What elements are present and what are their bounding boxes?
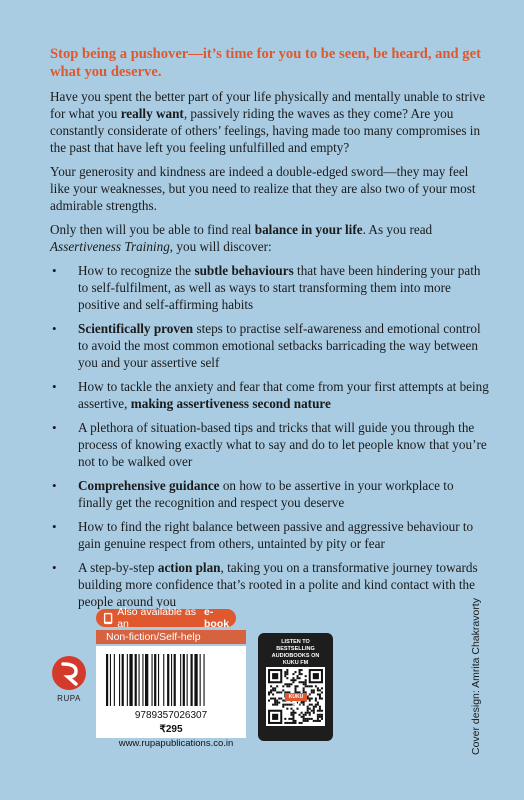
ebook-icon xyxy=(103,612,113,625)
bullet-icon: • xyxy=(52,478,57,493)
isbn: 9789357026307 xyxy=(134,710,208,721)
rupa-logo-icon xyxy=(52,656,86,690)
list-item xyxy=(50,477,490,511)
back-cover-text xyxy=(50,45,490,617)
qr-caption: LISTEN TO BESTSELLING AUDIOBOOKS ON KUKU FM xyxy=(271,639,320,666)
item-text: , taking you on a transformative journey towards building more confidence that’s rooted in a polite and kind contact with the people around you xyxy=(78,560,478,609)
para1-before: Have you spent the better part of your life physically and mentally unable to strive for what you xyxy=(50,89,486,121)
item-text: How to tackle the anxiety and fear that come from your first attempts at being assertive, xyxy=(78,379,489,411)
item-bold: making assertiveness second nature xyxy=(130,396,331,411)
list-item xyxy=(50,320,490,371)
kukufm-qr-card xyxy=(258,633,333,741)
item-text: steps to practise self-awareness and emotional control to avoid the most common emotional setbacks barricading the way between you and your assertive self xyxy=(78,321,481,370)
ebook-bold: e-book xyxy=(204,606,230,630)
ebook-tag xyxy=(96,606,236,630)
headline: Stop being a pushover—it’s time for you to be seen, be heard, and get what you deserve. xyxy=(50,46,481,80)
bullet-icon: • xyxy=(52,321,57,336)
bullet-icon: • xyxy=(52,420,57,435)
item-bold: subtle behaviours xyxy=(194,263,294,278)
bullet-icon: • xyxy=(52,263,57,278)
item-bold: Scientifically proven xyxy=(78,321,194,336)
kukufm-badge: KUKU FM xyxy=(285,693,307,701)
benefits-list xyxy=(50,262,490,610)
publisher-url: www.rupapublications.co.in xyxy=(118,738,234,749)
item-text: How to recognize the xyxy=(78,263,195,278)
strengths-paragraph: Your generosity and kindness are indeed a double-edged sword—they may feel like your weaknesses, but you need to realize that they are also two of your most admirable strengths. xyxy=(50,164,476,213)
publisher-logo-text: RUPA xyxy=(57,694,81,703)
para3-before: Only then will you be able to find real xyxy=(50,222,255,237)
discover-paragraph xyxy=(50,221,490,255)
bullet-icon: • xyxy=(52,560,57,575)
list-item xyxy=(50,378,490,412)
book-title: Assertiveness Training xyxy=(50,239,170,254)
item-bold: Comprehensive guidance xyxy=(78,478,220,493)
list-item xyxy=(50,419,490,470)
para1-after: , passively riding the waves as they come? Are you constantly considerate of others’ feelings, having made too many compromises in the past that have left you feeling unfulfilled and empty? xyxy=(50,106,481,155)
bullet-icon: • xyxy=(52,379,57,394)
item-text: that have been hindering your path to self-fulfilment, as well as ways to start transforming them into more positive and self-affirming habits xyxy=(78,263,481,312)
cover-design-credit: Cover design: Amrita Chakravorty xyxy=(470,598,482,755)
barcode xyxy=(96,646,246,738)
intro-paragraph xyxy=(50,88,490,156)
para3-bold: balance in your life xyxy=(254,222,363,237)
para3-after: , you will discover: xyxy=(169,239,272,254)
item-bold: action plan xyxy=(157,560,221,575)
para3-middle: . As you read xyxy=(362,222,433,237)
item-text: A step-by-step xyxy=(78,560,158,575)
bullet-icon: • xyxy=(52,519,57,534)
price: ₹295 xyxy=(159,724,183,735)
list-item xyxy=(50,262,490,313)
para1-bold: really want xyxy=(120,106,184,121)
item-text: A plethora of situation-based tips and tricks that will guide you through the process of knowing exactly what to say and do to let people know that you’re not to be walked over xyxy=(78,420,487,469)
list-item xyxy=(50,559,490,610)
item-text: on how to be assertive in your workplace to finally get the recognition and respect you deserve xyxy=(78,478,454,510)
ebook-prefix: Also available as an xyxy=(117,606,197,630)
barcode-bars xyxy=(104,654,238,708)
genre-label: Non-fiction/Self-help xyxy=(96,630,246,644)
item-text: How to find the right balance between passive and aggressive behaviour to gain genuine respect from others, untainted by pity or fear xyxy=(78,519,474,551)
list-item xyxy=(50,518,490,552)
